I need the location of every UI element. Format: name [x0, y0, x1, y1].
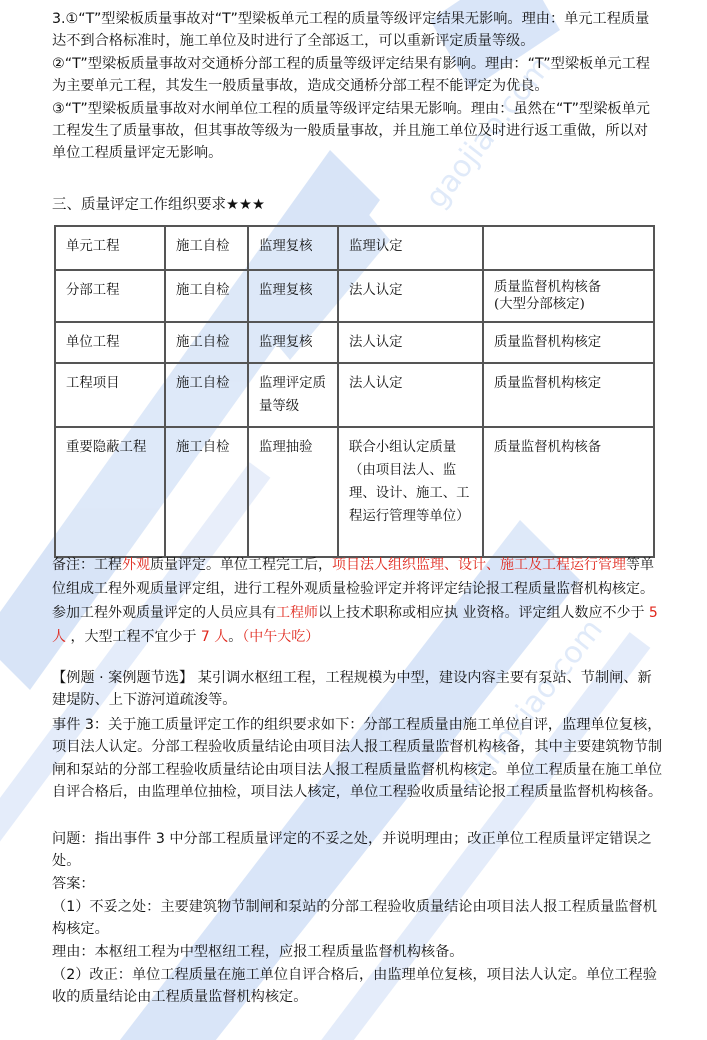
- watermark-text-1: gaojiao.com: [418, 49, 559, 215]
- example-answer-2: （2）改正：单位工程质量在施工单位自评合格后，由监理单位复核，项目法人认定。单位工程验收的质量结论由工程质量监督机构核定。: [52, 967, 657, 1006]
- remark-text: 。: [228, 629, 243, 645]
- example-answer-label: 答案：: [52, 876, 95, 892]
- watermark-text-2: wangxiao.com: [448, 612, 610, 805]
- table-cell: 监理抽验: [248, 427, 338, 557]
- answer-paragraph-3: ③“T”型梁板质量事故对水闸单位工程的质量等级评定结果无影响。理由：虽然在“T”型梁板单元工程发生了质量事故，但其事故等级为一般质量事故，并且施工单位及时进行返工重做，所以对单位工程质量评定无影响。: [52, 101, 650, 161]
- table-row: [55, 427, 654, 557]
- table-cell: 法人认定: [338, 322, 483, 363]
- table-cell: 质量监督机构核备: [483, 427, 654, 557]
- table-cell: 监理复核: [248, 270, 338, 322]
- table-cell: 监理复核: [248, 226, 338, 270]
- table-cell: 法人认定: [338, 270, 483, 322]
- table-row: [55, 270, 654, 322]
- table-cell: 联合小组认定质量（由项目法人、监理、设计、施工、工程运行管理等单位）: [338, 427, 483, 557]
- remark-highlight: 7 人: [200, 629, 229, 645]
- answer-paragraph-2: ②“T”型梁板质量事故对交通桥分部工程的质量等级评定结果有影响。理由：“T”型梁板单元工程为主要单元工程，其发生一般质量事故，造成交通桥分部工程不能评定为优良。: [52, 56, 650, 94]
- table-row: [55, 322, 654, 363]
- remark-highlight: 工程师: [276, 605, 318, 621]
- table-cell: 单元工程: [55, 226, 165, 270]
- table-cell: 法人认定: [338, 363, 483, 427]
- example-event: 事件 3：关于施工质量评定工作的组织要求如下：分部工程质量由施工单位自评，监理单位复核，项目法人认定。分部工程验收质量结论由项目法人报工程质量监督机构核备，其中主要建筑物节制闸和泵站的分部工程验收质量结论由项目法人报工程质量监督机构核定。单位工程质量在施工单位自评合格后，由监理单位抽检，项目法人核定，单位工程验收质量结论报工程质量监督机构核备。: [52, 717, 663, 800]
- table-cell: 施工自检: [165, 363, 248, 427]
- table-cell: [483, 226, 654, 270]
- table-cell: 施工自检: [165, 270, 248, 322]
- remark-paragraph: [52, 553, 664, 649]
- example-answer-1: （1）不妥之处：主要建筑物节制闸和泵站的分部工程验收质量结论由项目法人报工程质量监督机构核定。: [52, 899, 657, 938]
- table-cell: 监理认定: [338, 226, 483, 270]
- table-cell: 施工自检: [165, 226, 248, 270]
- remark-text: 以上技术职称或相应执 业资格。评定组人数应不少于: [318, 605, 649, 621]
- table-cell: 质量监督机构核备 (大型分部核定): [483, 270, 654, 322]
- example-answer-reason: 理由：本枢纽工程为中型枢纽工程，应报工程质量监督机构核备。: [52, 944, 464, 960]
- section-title: 三、质量评定工作组织要求★★★: [52, 197, 265, 213]
- table-cell: 重要隐蔽工程: [55, 427, 165, 557]
- table-cell: 质量监督机构核定: [483, 322, 654, 363]
- table-row: [55, 226, 654, 270]
- remark-highlight: 项目法人组织监理、设计、施工及工程运行管理: [332, 557, 626, 573]
- table-row: [55, 363, 654, 427]
- table-cell: 监理评定质量等级: [248, 363, 338, 427]
- remark-highlight: 5 人: [52, 605, 658, 645]
- remark-highlight: （中午大吃）: [242, 629, 320, 645]
- quality-evaluation-table: [54, 225, 655, 558]
- table-cell: 工程项目: [55, 363, 165, 427]
- table-cell: 施工自检: [165, 322, 248, 363]
- example-intro: 【例题 · 案例题节选】 某引调水枢纽工程，工程规模为中型，建设内容主要有泵站、节制闸、新建堤防、上下游河道疏浚等。: [52, 670, 652, 709]
- remark-highlight: 外观: [122, 557, 150, 573]
- answer-paragraph-1: 3.①“T”型梁板质量事故对“T”型梁板单元工程的质量等级评定结果无影响。理由：单元工程质量达不到合格标准时，施工单位及时进行了全部返工，可以重新评定质量等级。: [52, 11, 650, 49]
- table-cell: 单位工程: [55, 322, 165, 363]
- table-cell: 质量监督机构核定: [483, 363, 654, 427]
- remark-text: ，大型工程不宜少于: [66, 629, 201, 645]
- example-question: 问题：指出事件 3 中分部工程质量评定的不妥之处，并说明理由；改正单位工程质量评定错误之处。: [52, 831, 652, 870]
- table-cell: 分部工程: [55, 270, 165, 322]
- remark-text: 等单位组成工程外观质量评定组，进行工程外观质量检验评定并将评定结论报工程质量监督机构核定。参加工程外观质量评定的人员应具有: [52, 557, 654, 621]
- remark-text: 质量评定。单位工程完工后，: [150, 557, 332, 573]
- remark-text: 备注：工程: [52, 557, 122, 573]
- table-cell: 监理复核: [248, 322, 338, 363]
- table-cell: 施工自检: [165, 427, 248, 557]
